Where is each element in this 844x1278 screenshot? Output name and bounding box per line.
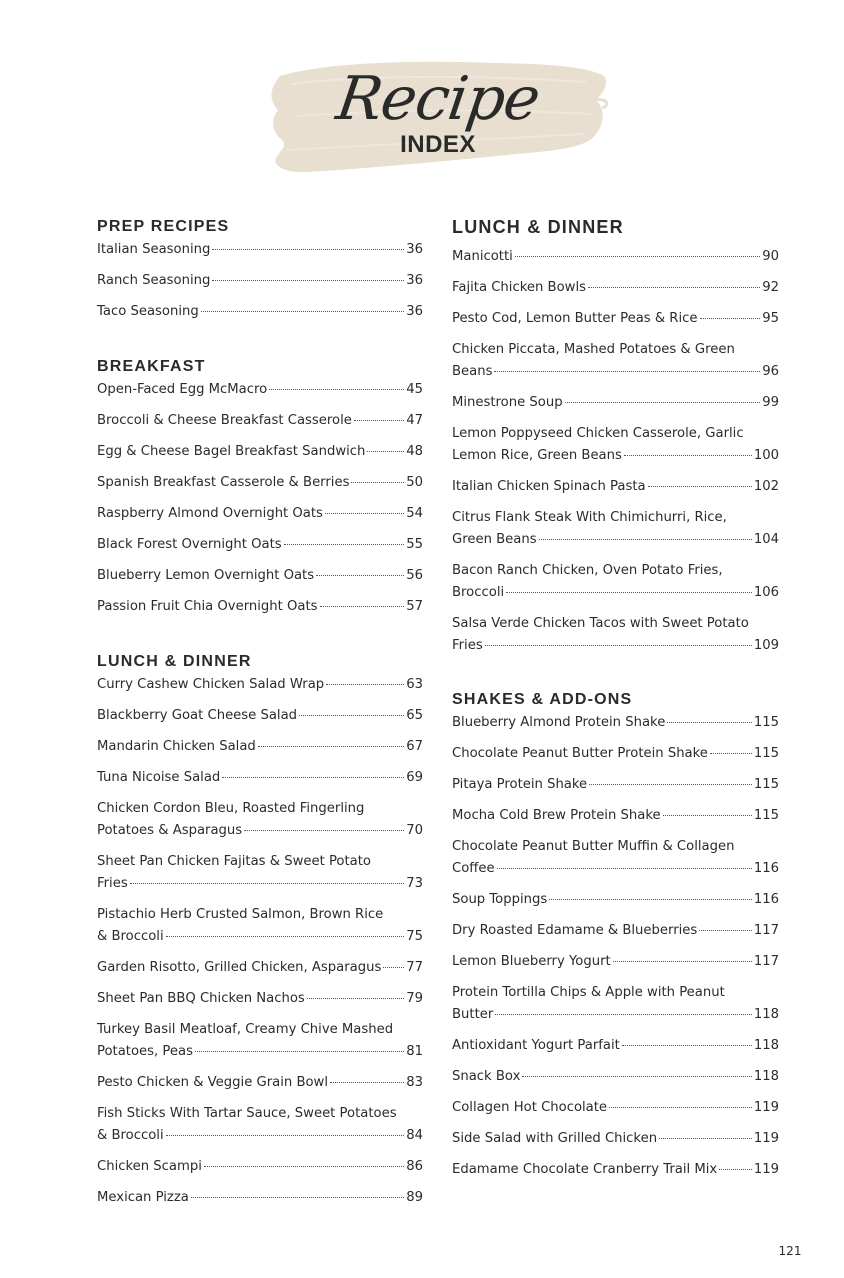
index-entry xyxy=(97,736,423,758)
dot-leader xyxy=(699,930,752,931)
index-entry xyxy=(452,889,779,911)
dot-leader xyxy=(325,513,404,514)
entry-last-line xyxy=(452,805,779,827)
entry-page-number: 100 xyxy=(753,448,779,463)
index-entry xyxy=(452,1035,779,1057)
index-entry xyxy=(97,441,423,463)
entry-page-number: 117 xyxy=(753,954,779,969)
entry-title-line: Snack Box xyxy=(452,1069,521,1084)
index-entry xyxy=(97,988,423,1010)
index-entry xyxy=(97,239,423,261)
entry-page-number: 118 xyxy=(753,1069,779,1084)
dot-leader xyxy=(485,645,752,646)
dot-leader xyxy=(299,715,404,716)
dot-leader xyxy=(648,486,752,487)
entry-last-line xyxy=(97,472,423,494)
section-title: SHAKES & ADD-ONS xyxy=(452,691,633,708)
index-entry xyxy=(97,1019,423,1063)
entry-page-number: 90 xyxy=(762,249,779,264)
dot-leader xyxy=(613,961,752,962)
entry-title-line: Lemon Rice, Green Beans xyxy=(452,448,622,463)
section-spacer xyxy=(97,332,423,356)
entry-page-number: 70 xyxy=(406,823,423,838)
entry-page-number: 36 xyxy=(406,242,423,257)
entry-last-line xyxy=(97,767,423,789)
dot-leader xyxy=(506,592,752,593)
dot-leader xyxy=(667,722,752,723)
index-entry xyxy=(452,712,779,734)
entry-title-line: Coffee xyxy=(452,861,495,876)
entry-title-line: Protein Tortilla Chips & Apple with Peanut xyxy=(452,985,725,1000)
entry-title-line: & Broccoli xyxy=(97,1128,164,1143)
index-entry xyxy=(97,957,423,979)
entry-last-line xyxy=(452,858,779,880)
entry-page-number: 65 xyxy=(406,708,423,723)
dot-leader xyxy=(522,1076,751,1077)
entry-last-line xyxy=(452,712,779,734)
index-entry xyxy=(452,613,779,657)
entry-last-line xyxy=(97,705,423,727)
dot-leader xyxy=(316,575,404,576)
entry-title-line: & Broccoli xyxy=(97,929,164,944)
index-entry xyxy=(452,339,779,383)
dot-leader xyxy=(622,1045,752,1046)
entry-page-number: 119 xyxy=(753,1162,779,1177)
entry-page-number: 50 xyxy=(406,475,423,490)
entry-last-line xyxy=(452,277,779,299)
entry-page-number: 79 xyxy=(406,991,423,1006)
entry-title-line: Potatoes, Peas xyxy=(97,1044,193,1059)
dot-leader xyxy=(307,998,404,999)
entry-last-line xyxy=(97,820,423,842)
index-entry xyxy=(97,1072,423,1094)
script-title: Recipe xyxy=(332,64,544,134)
entry-last-line xyxy=(452,308,779,330)
dot-leader xyxy=(191,1197,404,1198)
dot-leader xyxy=(212,280,404,281)
entry-page-number: 56 xyxy=(406,568,423,583)
entry-last-line xyxy=(97,988,423,1010)
page-header xyxy=(266,54,610,178)
entry-title-line: Spanish Breakfast Casserole & Berries xyxy=(97,475,350,490)
entry-page-number: 69 xyxy=(406,770,423,785)
dot-leader xyxy=(624,455,752,456)
entry-title-line: Potatoes & Asparagus xyxy=(97,823,243,838)
index-entry xyxy=(452,308,779,330)
dot-leader xyxy=(354,420,404,421)
entry-last-line xyxy=(452,1004,779,1026)
index-entry xyxy=(452,836,779,880)
index-entry xyxy=(452,1066,779,1088)
entry-last-line xyxy=(97,239,423,261)
entry-title-line: Chicken Cordon Bleu, Roasted Fingerling xyxy=(97,801,365,816)
section-spacer xyxy=(97,627,423,651)
entry-page-number: 55 xyxy=(406,537,423,552)
entry-page-number: 106 xyxy=(753,585,779,600)
entry-title-line: Butter xyxy=(452,1007,494,1022)
right-column xyxy=(452,216,779,1190)
entry-last-line xyxy=(452,743,779,765)
entry-page-number: 92 xyxy=(762,280,779,295)
entry-page-number: 36 xyxy=(406,304,423,319)
dot-leader xyxy=(201,311,405,312)
entry-page-number: 54 xyxy=(406,506,423,521)
entry-title-line: Ranch Seasoning xyxy=(97,273,211,288)
entry-title-line: Citrus Flank Steak With Chimichurri, Rice, xyxy=(452,510,727,525)
index-entry xyxy=(452,1097,779,1119)
entry-title-line: Side Salad with Grilled Chicken xyxy=(452,1131,658,1146)
entry-title-line: Beans xyxy=(452,364,493,379)
index-entry xyxy=(452,743,779,765)
entry-title-line: Chocolate Peanut Butter Protein Shake xyxy=(452,746,708,761)
entry-title-line: Pesto Chicken & Veggie Grain Bowl xyxy=(97,1075,329,1090)
entry-last-line xyxy=(97,674,423,696)
section-spacer xyxy=(452,666,779,689)
index-entry xyxy=(97,301,423,323)
entry-page-number: 119 xyxy=(753,1100,779,1115)
index-entry xyxy=(452,1128,779,1150)
dot-leader xyxy=(383,967,404,968)
entry-last-line xyxy=(452,1097,779,1119)
dot-leader xyxy=(588,287,760,288)
index-entry xyxy=(97,410,423,432)
index-entry xyxy=(97,674,423,696)
entry-last-line xyxy=(97,1187,423,1209)
entry-title-line: Salsa Verde Chicken Tacos with Sweet Potato xyxy=(452,616,749,631)
index-entry xyxy=(97,767,423,789)
dot-leader xyxy=(195,1051,404,1052)
entry-page-number: 99 xyxy=(762,395,779,410)
entry-title-line: Pistachio Herb Crusted Salmon, Brown Rice xyxy=(97,907,384,922)
index-entry xyxy=(452,507,779,551)
dot-leader xyxy=(663,815,752,816)
index-entry xyxy=(97,270,423,292)
entry-title-line: Lemon Poppyseed Chicken Casserole, Garlic xyxy=(452,426,744,441)
entry-last-line xyxy=(97,565,423,587)
dot-leader xyxy=(351,482,404,483)
entry-last-line xyxy=(452,246,779,268)
index-entry xyxy=(97,904,423,948)
index-entry xyxy=(452,246,779,268)
entry-title-line: Antioxidant Yogurt Parfait xyxy=(452,1038,620,1053)
index-entry xyxy=(97,1103,423,1147)
entry-title-line: Chicken Scampi xyxy=(97,1159,202,1174)
entry-page-number: 118 xyxy=(753,1007,779,1022)
entry-title-line: Black Forest Overnight Oats xyxy=(97,537,282,552)
entry-last-line xyxy=(97,596,423,618)
entry-page-number: 109 xyxy=(753,638,779,653)
entry-page-number: 118 xyxy=(753,1038,779,1053)
entry-last-line xyxy=(97,957,423,979)
entry-title-line: Taco Seasoning xyxy=(97,304,199,319)
entry-title-line: Fajita Chicken Bowls xyxy=(452,280,586,295)
entry-page-number: 116 xyxy=(753,892,779,907)
entry-title-line: Minestrone Soup xyxy=(452,395,563,410)
entry-title-line: Fries xyxy=(97,876,128,891)
dot-leader xyxy=(320,606,405,607)
entry-title-line: Broccoli & Cheese Breakfast Casserole xyxy=(97,413,352,428)
entry-page-number: 119 xyxy=(753,1131,779,1146)
index-entry xyxy=(97,565,423,587)
entry-last-line xyxy=(97,301,423,323)
dot-leader xyxy=(284,544,405,545)
index-entry xyxy=(452,392,779,414)
dot-leader xyxy=(497,868,752,869)
index-entry xyxy=(97,798,423,842)
entry-title-line: Bacon Ranch Chicken, Oven Potato Fries, xyxy=(452,563,723,578)
entry-title-line: Soup Toppings xyxy=(452,892,548,907)
page-number: 121 xyxy=(778,1244,802,1258)
entry-last-line xyxy=(452,1159,779,1181)
index-entry xyxy=(97,1187,423,1209)
entry-last-line xyxy=(97,441,423,463)
entry-title-line: Broccoli xyxy=(452,585,505,600)
entry-last-line xyxy=(452,445,779,467)
entry-page-number: 45 xyxy=(406,382,423,397)
entry-page-number: 117 xyxy=(753,923,779,938)
entry-page-number: 63 xyxy=(406,677,423,692)
entry-last-line xyxy=(97,503,423,525)
index-entry xyxy=(97,705,423,727)
dot-leader xyxy=(710,753,752,754)
entry-last-line xyxy=(97,1125,423,1147)
entry-title-line: Turkey Basil Meatloaf, Creamy Chive Mashed xyxy=(97,1022,394,1037)
entry-title-line: Tuna Nicoise Salad xyxy=(97,770,221,785)
entry-page-number: 77 xyxy=(406,960,423,975)
dot-leader xyxy=(494,371,760,372)
section-title: LUNCH & DINNER xyxy=(452,217,624,237)
entry-last-line xyxy=(97,410,423,432)
entry-title-line: Pitaya Protein Shake xyxy=(452,777,588,792)
entry-last-line xyxy=(452,889,779,911)
entry-title-line: Mocha Cold Brew Protein Shake xyxy=(452,808,661,823)
entry-title-line: Green Beans xyxy=(452,532,537,547)
dot-leader xyxy=(130,883,405,884)
entry-last-line xyxy=(452,951,779,973)
dot-leader xyxy=(204,1166,404,1167)
entry-page-number: 47 xyxy=(406,413,423,428)
dot-leader xyxy=(700,318,761,319)
entry-page-number: 36 xyxy=(406,273,423,288)
dot-leader xyxy=(495,1014,752,1015)
entry-title-line: Blackberry Goat Cheese Salad xyxy=(97,708,298,723)
index-entry xyxy=(97,503,423,525)
entry-title-line: Garden Risotto, Grilled Chicken, Asparagus xyxy=(97,960,382,975)
entry-page-number: 104 xyxy=(753,532,779,547)
index-entry xyxy=(97,379,423,401)
entry-last-line xyxy=(452,920,779,942)
entry-title-line: Sheet Pan Chicken Fajitas & Sweet Potato xyxy=(97,854,371,869)
entry-last-line xyxy=(97,534,423,556)
entry-title-line: Passion Fruit Chia Overnight Oats xyxy=(97,599,318,614)
entry-last-line xyxy=(97,270,423,292)
entry-title-line: Sheet Pan BBQ Chicken Nachos xyxy=(97,991,305,1006)
section-title: LUNCH & DINNER xyxy=(97,653,252,670)
entry-page-number: 89 xyxy=(406,1190,423,1205)
dot-leader xyxy=(659,1138,752,1139)
entry-title-line: Mandarin Chicken Salad xyxy=(97,739,256,754)
entry-page-number: 95 xyxy=(762,311,779,326)
dot-leader xyxy=(222,777,404,778)
entry-last-line xyxy=(452,635,779,657)
entry-page-number: 67 xyxy=(406,739,423,754)
entry-page-number: 115 xyxy=(753,777,779,792)
entry-page-number: 81 xyxy=(406,1044,423,1059)
entry-last-line xyxy=(452,476,779,498)
dot-leader xyxy=(589,784,752,785)
entry-last-line xyxy=(452,361,779,383)
index-entry xyxy=(452,805,779,827)
entry-page-number: 83 xyxy=(406,1075,423,1090)
entry-page-number: 115 xyxy=(753,715,779,730)
entry-page-number: 73 xyxy=(406,876,423,891)
entry-last-line xyxy=(97,736,423,758)
index-title: INDEX xyxy=(400,131,476,158)
index-entry xyxy=(452,774,779,796)
entry-title-line: Italian Seasoning xyxy=(97,242,211,257)
dot-leader xyxy=(515,256,760,257)
index-entry xyxy=(97,472,423,494)
dot-leader xyxy=(166,1135,405,1136)
entry-page-number: 75 xyxy=(406,929,423,944)
index-entry xyxy=(97,534,423,556)
entry-title-line: Blueberry Lemon Overnight Oats xyxy=(97,568,315,583)
entry-title-line: Fish Sticks With Tartar Sauce, Sweet Potatoes xyxy=(97,1106,397,1121)
dot-leader xyxy=(212,249,404,250)
index-entry xyxy=(97,1156,423,1178)
entry-title-line: Chicken Piccata, Mashed Potatoes & Green xyxy=(452,342,735,357)
index-entry xyxy=(452,423,779,467)
index-entry xyxy=(97,596,423,618)
entry-page-number: 48 xyxy=(406,444,423,459)
entry-title-line: Chocolate Peanut Butter Muffin & Collagen xyxy=(452,839,735,854)
entry-page-number: 102 xyxy=(753,479,779,494)
entry-page-number: 115 xyxy=(753,808,779,823)
index-entry xyxy=(452,560,779,604)
entry-title-line: Egg & Cheese Bagel Breakfast Sandwich xyxy=(97,444,366,459)
index-entry xyxy=(452,920,779,942)
entry-page-number: 116 xyxy=(753,861,779,876)
entry-title-line: Raspberry Almond Overnight Oats xyxy=(97,506,323,521)
entry-last-line xyxy=(97,1041,423,1063)
entry-title-line: Pesto Cod, Lemon Butter Peas & Rice xyxy=(452,311,698,326)
dot-leader xyxy=(326,684,404,685)
entry-title-line: Blueberry Almond Protein Shake xyxy=(452,715,666,730)
entry-title-line: Dry Roasted Edamame & Blueberries xyxy=(452,923,698,938)
entry-title-line: Edamame Chocolate Cranberry Trail Mix xyxy=(452,1162,718,1177)
entry-last-line xyxy=(97,873,423,895)
entry-last-line xyxy=(452,774,779,796)
entry-last-line xyxy=(97,1156,423,1178)
entry-last-line xyxy=(452,1128,779,1150)
entry-title-line: Curry Cashew Chicken Salad Wrap xyxy=(97,677,325,692)
dot-leader xyxy=(258,746,404,747)
dot-leader xyxy=(609,1107,752,1108)
dot-leader xyxy=(166,936,405,937)
entry-page-number: 115 xyxy=(753,746,779,761)
entry-last-line xyxy=(452,1035,779,1057)
dot-leader xyxy=(244,830,404,831)
index-entry xyxy=(452,1159,779,1181)
dot-leader xyxy=(565,402,761,403)
entry-title-line: Fries xyxy=(452,638,483,653)
dot-leader xyxy=(269,389,404,390)
entry-title-line: Lemon Blueberry Yogurt xyxy=(452,954,611,969)
entry-title-line: Open-Faced Egg McMacro xyxy=(97,382,268,397)
entry-last-line xyxy=(452,1066,779,1088)
dot-leader xyxy=(367,451,404,452)
entry-page-number: 84 xyxy=(406,1128,423,1143)
dot-leader xyxy=(539,539,752,540)
entry-title-line: Manicotti xyxy=(452,249,513,264)
entry-last-line xyxy=(97,926,423,948)
entry-page-number: 57 xyxy=(406,599,423,614)
entry-page-number: 86 xyxy=(406,1159,423,1174)
index-entry xyxy=(452,982,779,1026)
dot-leader xyxy=(719,1169,752,1170)
dot-leader xyxy=(330,1082,404,1083)
index-entry xyxy=(452,476,779,498)
entry-last-line xyxy=(97,379,423,401)
entry-title-line: Mexican Pizza xyxy=(97,1190,189,1205)
section-title: BREAKFAST xyxy=(97,358,206,375)
entry-title-line: Collagen Hot Chocolate xyxy=(452,1100,608,1115)
index-entry xyxy=(97,851,423,895)
entry-last-line xyxy=(452,582,779,604)
section-title: PREP RECIPES xyxy=(97,218,230,235)
index-entry xyxy=(452,951,779,973)
entry-last-line xyxy=(97,1072,423,1094)
dot-leader xyxy=(549,899,752,900)
entry-page-number: 96 xyxy=(762,364,779,379)
index-entry xyxy=(452,277,779,299)
entry-title-line: Italian Chicken Spinach Pasta xyxy=(452,479,646,494)
entry-last-line xyxy=(452,392,779,414)
entry-last-line xyxy=(452,529,779,551)
left-column xyxy=(97,216,423,1218)
